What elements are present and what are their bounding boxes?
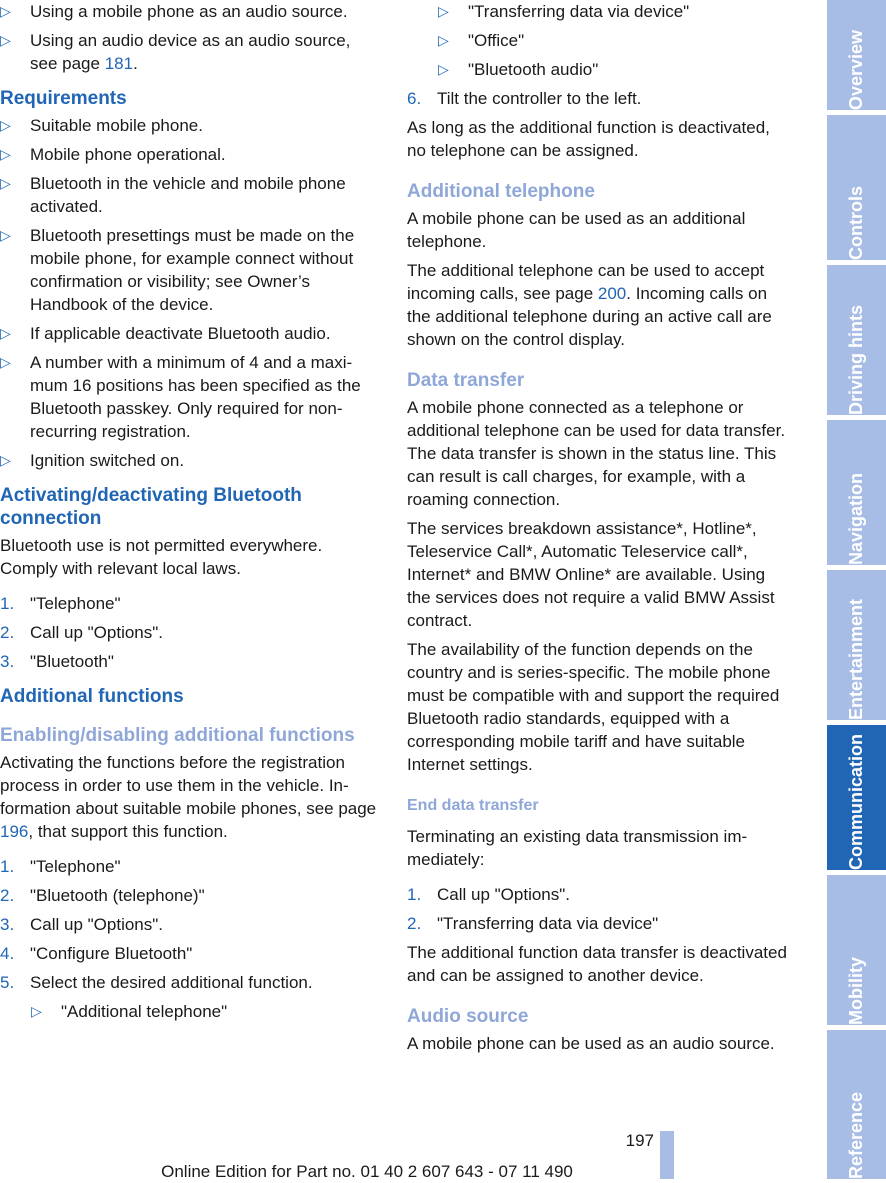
list-item: ▷ "Transferring data via device"	[438, 2, 690, 21]
list-item: 2. Call up "Options".	[0, 623, 164, 642]
additional-telephone-calls: The additional telephone can be used to accept incoming calls, see page 200. Incoming calls on the additional telephone during an active call are shown on the control display.	[407, 261, 772, 349]
triangle-bullet-icon: ▷	[0, 175, 11, 191]
list-item: ▷ Bluetooth in the vehicle and mobile phone activated.	[0, 174, 346, 216]
right-column	[407, 0, 787, 1061]
list-item: ▷ "Office"	[438, 31, 525, 50]
deactivated-note: As long as the additional function is deactivated, no telephone can be assigned.	[407, 118, 770, 160]
triangle-bullet-icon: ▷	[0, 3, 11, 19]
tab-driving-hints[interactable]: Driving hints	[827, 265, 886, 415]
availability-text: The availability of the function depends on the country and is series-specific. The mobile phone must be compatible with and support the required Bluetooth radio standards, equipped with a corresponding mobile tariff and have suitable Internet settings.	[407, 640, 780, 774]
list-item: ▷ A number with a minimum of 4 and a maximum 16 positions has been specified as the Bluetooth passkey. Only required for nonrecurring registration.	[0, 353, 361, 441]
requirements-heading: Requirements	[0, 88, 127, 109]
list-item: 3. Call up "Options".	[0, 915, 164, 934]
page-link[interactable]: 181	[104, 54, 134, 73]
list-item: ▷ Ignition switched on.	[0, 451, 185, 470]
triangle-bullet-icon: ▷	[0, 325, 11, 341]
intro-list	[0, 0, 378, 75]
triangle-bullet-icon: ▷	[0, 146, 11, 162]
tab-navigation[interactable]: Navigation	[827, 420, 886, 565]
page-number: 197	[625, 1131, 654, 1150]
list-item: ▷ If applicable deactivate Bluetooth audio.	[0, 324, 331, 343]
additional-telephone-text: A mobile phone can be used as an additional telephone.	[407, 209, 746, 251]
tab-entertainment[interactable]: Entertainment	[827, 570, 886, 720]
list-item: 1. "Telephone"	[0, 594, 121, 613]
triangle-bullet-icon: ▷	[438, 32, 449, 48]
data-transfer-text: A mobile phone connected as a telephone or additional telephone can be used for data transfer. The data transfer is shown in the status line. This can result is call charges, for example, with a roaming connection.	[407, 398, 786, 509]
tab-overview[interactable]: Overview	[827, 0, 886, 110]
list-item: ▷ Mobile phone operational.	[0, 145, 226, 164]
end-steps	[407, 883, 787, 935]
end-data-transfer-text: Terminating an existing data transmission immediately:	[407, 827, 748, 869]
enabling-text: Activating the functions before the registration process in order to use them in the vehicle. Information about suitable mobile phones, see page 196, that support this function.	[0, 753, 377, 841]
left-column	[0, 0, 378, 1029]
step-six-list	[407, 87, 787, 110]
triangle-bullet-icon: ▷	[438, 3, 449, 19]
list-item: 1. Call up "Options".	[407, 885, 571, 904]
triangle-bullet-icon: ▷	[0, 452, 11, 468]
footer	[0, 1160, 886, 1183]
list-item: 4. "Configure Bluetooth"	[0, 944, 193, 963]
list-item: ▷ Bluetooth presettings must be made on the mobile phone, for example connect without confirmation or visibility; see Owner’s Handbook of the device.	[0, 226, 355, 314]
tab-reference[interactable]: Reference	[827, 1030, 886, 1179]
tab-mobility[interactable]: Mobility	[827, 875, 886, 1025]
enabling-steps	[0, 855, 378, 994]
triangle-bullet-icon: ▷	[0, 354, 11, 370]
triangle-bullet-icon: ▷	[0, 32, 11, 48]
enabling-heading: Enabling/disabling additional functions	[0, 725, 355, 746]
tab-communication[interactable]: Communication	[827, 725, 886, 870]
list-item: 5. Select the desired additional function.	[0, 973, 313, 992]
tab-controls[interactable]: Controls	[827, 115, 886, 260]
triangle-bullet-icon: ▷	[31, 1003, 42, 1019]
enabling-sub-list	[0, 1000, 378, 1023]
list-item: 3. "Bluetooth"	[0, 652, 114, 671]
triangle-bullet-icon: ▷	[0, 227, 11, 243]
additional-telephone-heading: Additional telephone	[407, 181, 595, 202]
end-data-transfer-heading: End data transfer	[407, 797, 539, 814]
page-link[interactable]: 200	[597, 284, 627, 303]
page-link[interactable]: 196	[0, 822, 29, 841]
footer-text: Online Edition for Part no. 01 40 2 607 643 - 07 11 490	[161, 1162, 573, 1181]
services-text: The services breakdown assistance*, Hotline*, Teleservice Call*, Automatic Teleservice call*, Internet* and BMW Online* are available. Using the services does not require a valid BMW Assist contract.	[407, 519, 775, 630]
activating-steps	[0, 592, 378, 673]
activating-text: Bluetooth use is not permitted everywhere. Comply with relevant local laws.	[0, 536, 323, 578]
deactivated-text: The additional function data transfer is deactivated and can be assigned to another device.	[407, 943, 787, 985]
additional-functions-heading: Additional functions	[0, 686, 184, 707]
audio-source-heading: Audio source	[407, 1006, 529, 1027]
activating-heading: Activating/deactivating Bluetooth connection	[0, 485, 302, 529]
list-item: ▷ "Additional telephone"	[31, 1002, 228, 1021]
audio-source-text: A mobile phone can be used as an audio source.	[407, 1034, 775, 1053]
triangle-bullet-icon: ▷	[438, 61, 449, 77]
data-transfer-heading: Data transfer	[407, 370, 525, 391]
list-item: 6. Tilt the controller to the left.	[407, 89, 642, 108]
list-item: ▷ Suitable mobile phone.	[0, 116, 203, 135]
list-item: 2. "Bluetooth (telephone)"	[0, 886, 205, 905]
functions-sub-list	[407, 0, 787, 81]
list-item: 1. "Telephone"	[0, 857, 121, 876]
requirements-list	[0, 114, 378, 472]
list-item: 2. "Transferring data via device"	[407, 914, 659, 933]
section-tabs	[827, 0, 886, 1179]
list-item: ▷ Using an audio device as an audio source, see page 181.	[0, 31, 351, 73]
list-item: ▷ "Bluetooth audio"	[438, 60, 599, 79]
triangle-bullet-icon: ▷	[0, 117, 11, 133]
list-item: ▷ Using a mobile phone as an audio source.	[0, 2, 348, 21]
